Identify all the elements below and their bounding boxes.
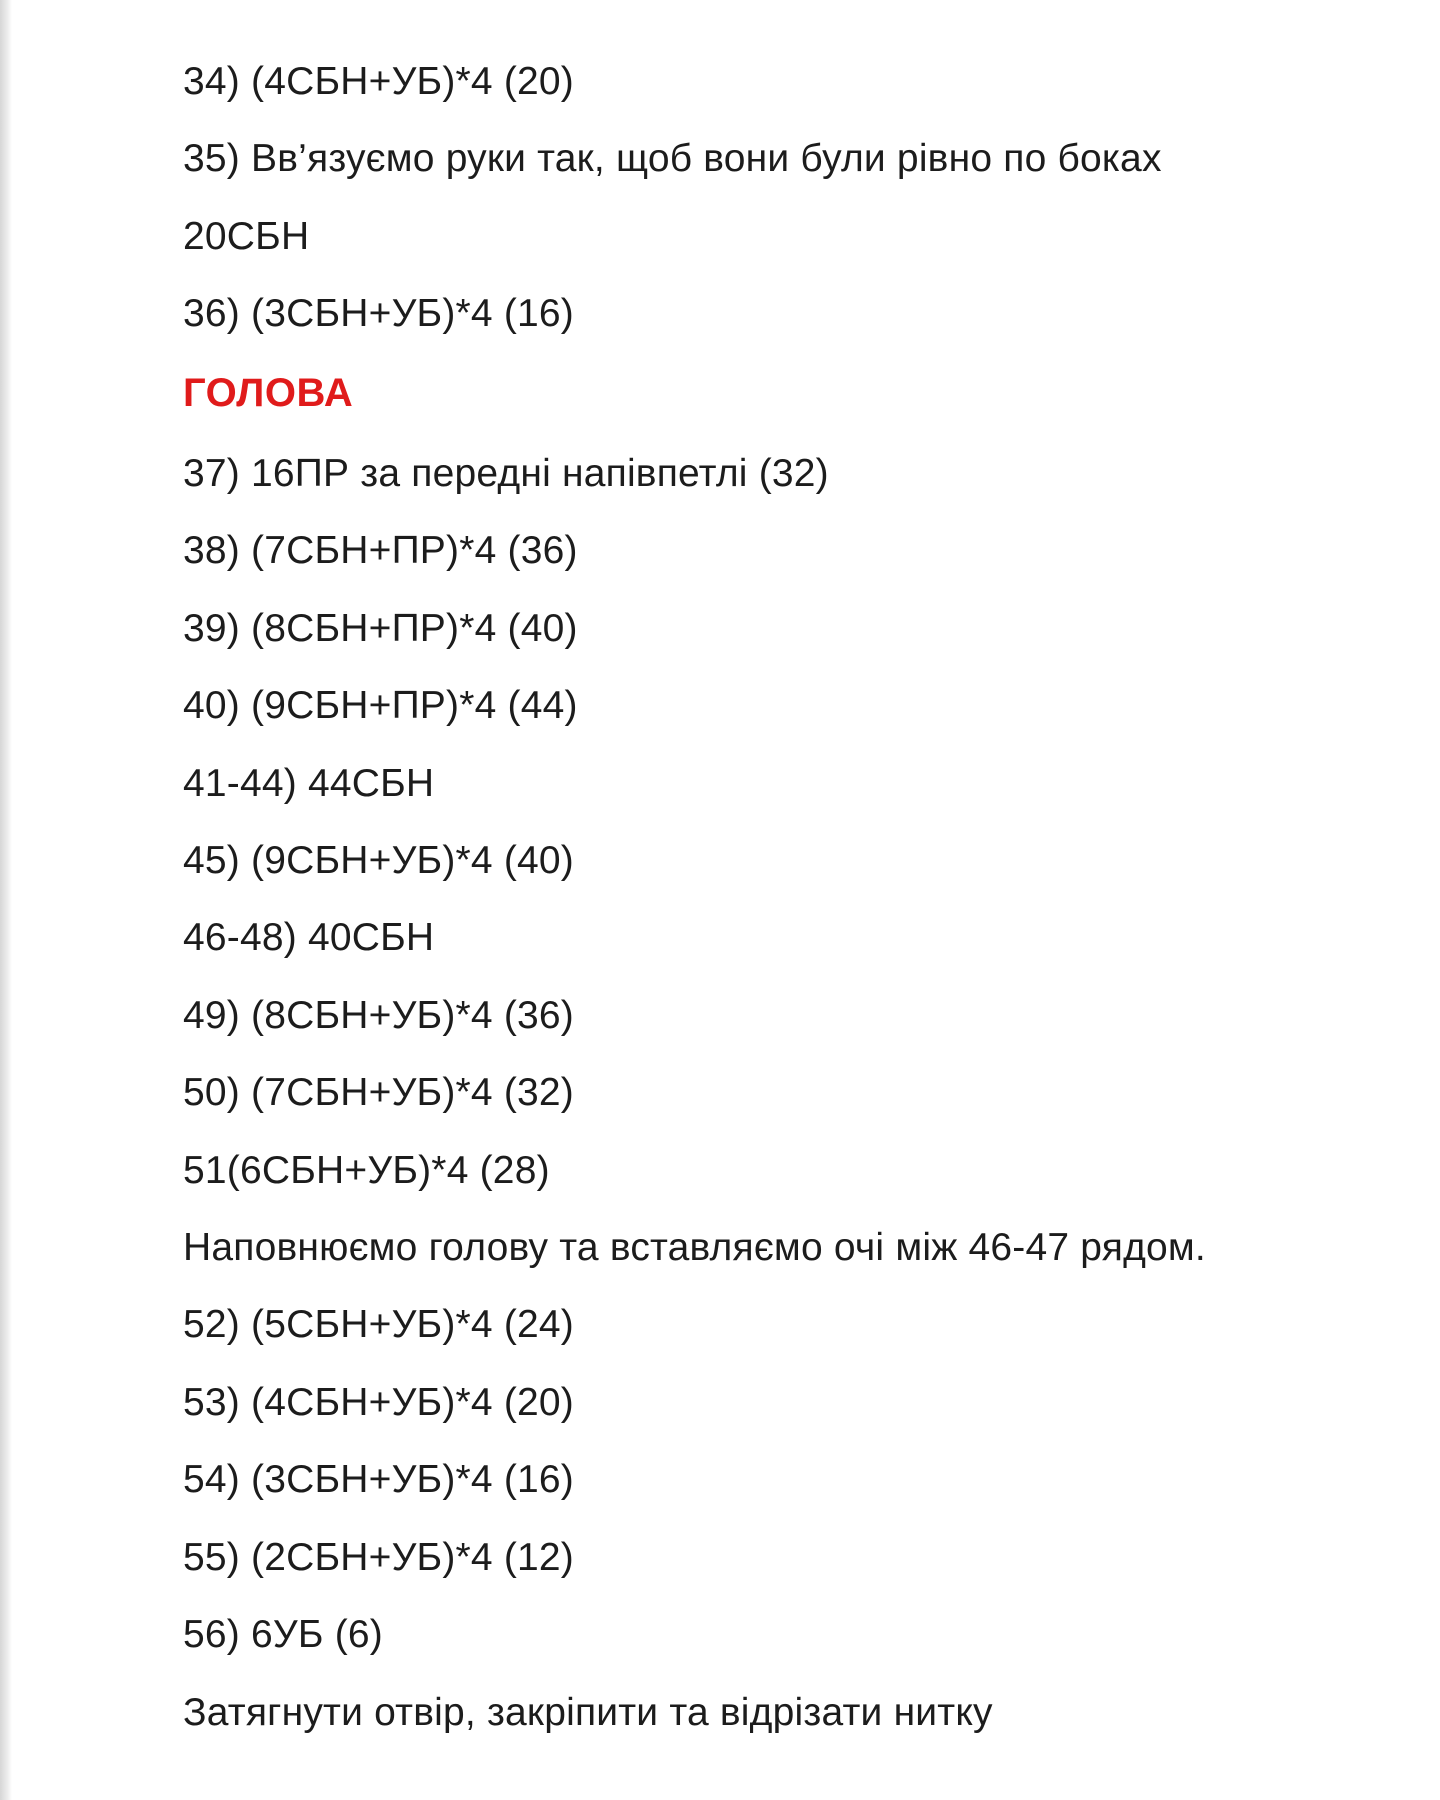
pattern-row-55: 55) (2СБН+УБ)*4 (12) xyxy=(183,1536,574,1579)
pattern-row-34: 34) (4СБН+УБ)*4 (20) xyxy=(183,60,574,103)
pattern-row-53: 53) (4СБН+УБ)*4 (20) xyxy=(183,1381,574,1424)
page-edge-shadow xyxy=(0,0,12,1800)
pattern-row-38: 38) (7СБН+ПР)*4 (36) xyxy=(183,529,578,572)
pattern-row-36: 36) (3СБН+УБ)*4 (16) xyxy=(183,292,574,335)
pattern-row-45: 45) (9СБН+УБ)*4 (40) xyxy=(183,839,574,882)
pattern-row-52: 52) (5СБН+УБ)*4 (24) xyxy=(183,1303,574,1346)
instruction-stuff-head: Наповнюємо голову та вставляємо очі між 46-47 рядом. xyxy=(183,1226,1206,1269)
pattern-row-51: 51(6СБН+УБ)*4 (28) xyxy=(183,1149,550,1192)
pattern-row-49: 49) (8СБН+УБ)*4 (36) xyxy=(183,994,574,1037)
pattern-row-46-48: 46-48) 40СБН xyxy=(183,916,435,959)
pattern-row-35: 35) Вв’язуємо руки так, щоб вони були рівно по боках xyxy=(183,137,1162,180)
pattern-row-40: 40) (9СБН+ПР)*4 (44) xyxy=(183,684,578,727)
section-heading-head: ГОЛОВА xyxy=(183,371,354,415)
pattern-row-50: 50) (7СБН+УБ)*4 (32) xyxy=(183,1071,574,1114)
pattern-row-56: 56) 6УБ (6) xyxy=(183,1613,383,1656)
instruction-finish: Затягнути отвір, закріпити та відрізати нитку xyxy=(183,1691,993,1734)
pattern-row-37: 37) 16ПР за передні напівпетлі (32) xyxy=(183,452,829,495)
pattern-row-35-continued: 20СБН xyxy=(183,215,310,258)
pattern-row-41-44: 41-44) 44СБН xyxy=(183,762,435,805)
pattern-row-39: 39) (8СБН+ПР)*4 (40) xyxy=(183,607,578,650)
pattern-row-54: 54) (3СБН+УБ)*4 (16) xyxy=(183,1458,574,1501)
